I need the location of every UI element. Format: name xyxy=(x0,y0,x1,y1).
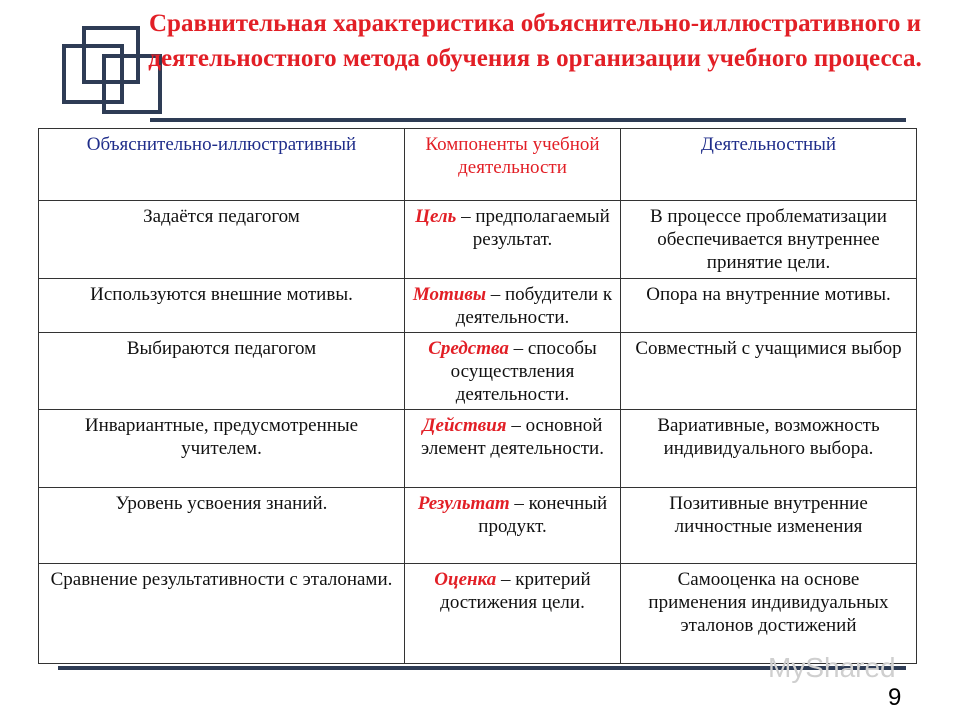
comparison-table xyxy=(38,128,917,664)
header-components: Компоненты учебной деятельности xyxy=(405,129,621,201)
cell-left: Сравнение результативности с эталонами. xyxy=(39,564,405,664)
cell-right: Совместный с учащимися выбор xyxy=(621,333,917,410)
component-desc: – побудители к деятельности. xyxy=(455,284,613,328)
table-row xyxy=(39,488,917,564)
table-row xyxy=(39,201,917,279)
page-number: 9 xyxy=(888,684,902,711)
header-explanatory: Объяснительно-иллюстративный xyxy=(39,129,405,201)
component-desc: – способы осуществления деятельности. xyxy=(450,338,597,405)
cell-left: Выбираются педагогом xyxy=(39,333,405,410)
watermark-logo: MyShared xyxy=(768,652,896,683)
cell-component xyxy=(405,201,621,279)
component-term: Средства xyxy=(428,338,509,359)
component-term: Результат xyxy=(417,493,510,514)
table-row xyxy=(39,279,917,333)
component-desc: – предполагаемый результат. xyxy=(456,206,610,250)
table-row xyxy=(39,564,917,664)
table-row xyxy=(39,333,917,410)
slide-title: Сравнительная характеристика объяснительно-иллюстративного и деятельностного метода обучения в организации учебного процесса. xyxy=(148,10,922,72)
cell-component xyxy=(405,564,621,664)
component-desc: – критерий достижения цели. xyxy=(440,569,591,613)
table-row xyxy=(39,410,917,488)
cell-left: Инвариантные, предусмотренные учителем. xyxy=(39,410,405,488)
top-rule xyxy=(150,118,906,122)
cell-right: В процессе проблематизации обеспечивается внутреннее принятие цели. xyxy=(621,201,917,279)
cell-component xyxy=(405,279,621,333)
component-desc: – основной элемент деятельности. xyxy=(421,415,604,459)
cell-left: Задаётся педагогом xyxy=(39,201,405,279)
component-term: Цель xyxy=(415,206,457,227)
header-activity: Деятельностный xyxy=(621,129,917,201)
component-term: Действия xyxy=(422,415,507,436)
cell-component xyxy=(405,333,621,410)
cell-right: Вариативные, возможность индивидуального выбора. xyxy=(621,410,917,488)
table-header-row xyxy=(39,129,917,201)
cell-right: Самооценка на основе применения индивидуальных эталонов достижений xyxy=(621,564,917,664)
cell-component xyxy=(405,488,621,564)
cell-right: Опора на внутренние мотивы. xyxy=(621,279,917,333)
cell-left: Используются внешние мотивы. xyxy=(39,279,405,333)
cell-component xyxy=(405,410,621,488)
component-term: Оценка xyxy=(434,569,497,590)
component-desc: – конечный продукт. xyxy=(478,493,608,537)
component-term: Мотивы xyxy=(412,284,487,305)
cell-right: Позитивные внутренние личностные изменения xyxy=(621,488,917,564)
cell-left: Уровень усвоения знаний. xyxy=(39,488,405,564)
